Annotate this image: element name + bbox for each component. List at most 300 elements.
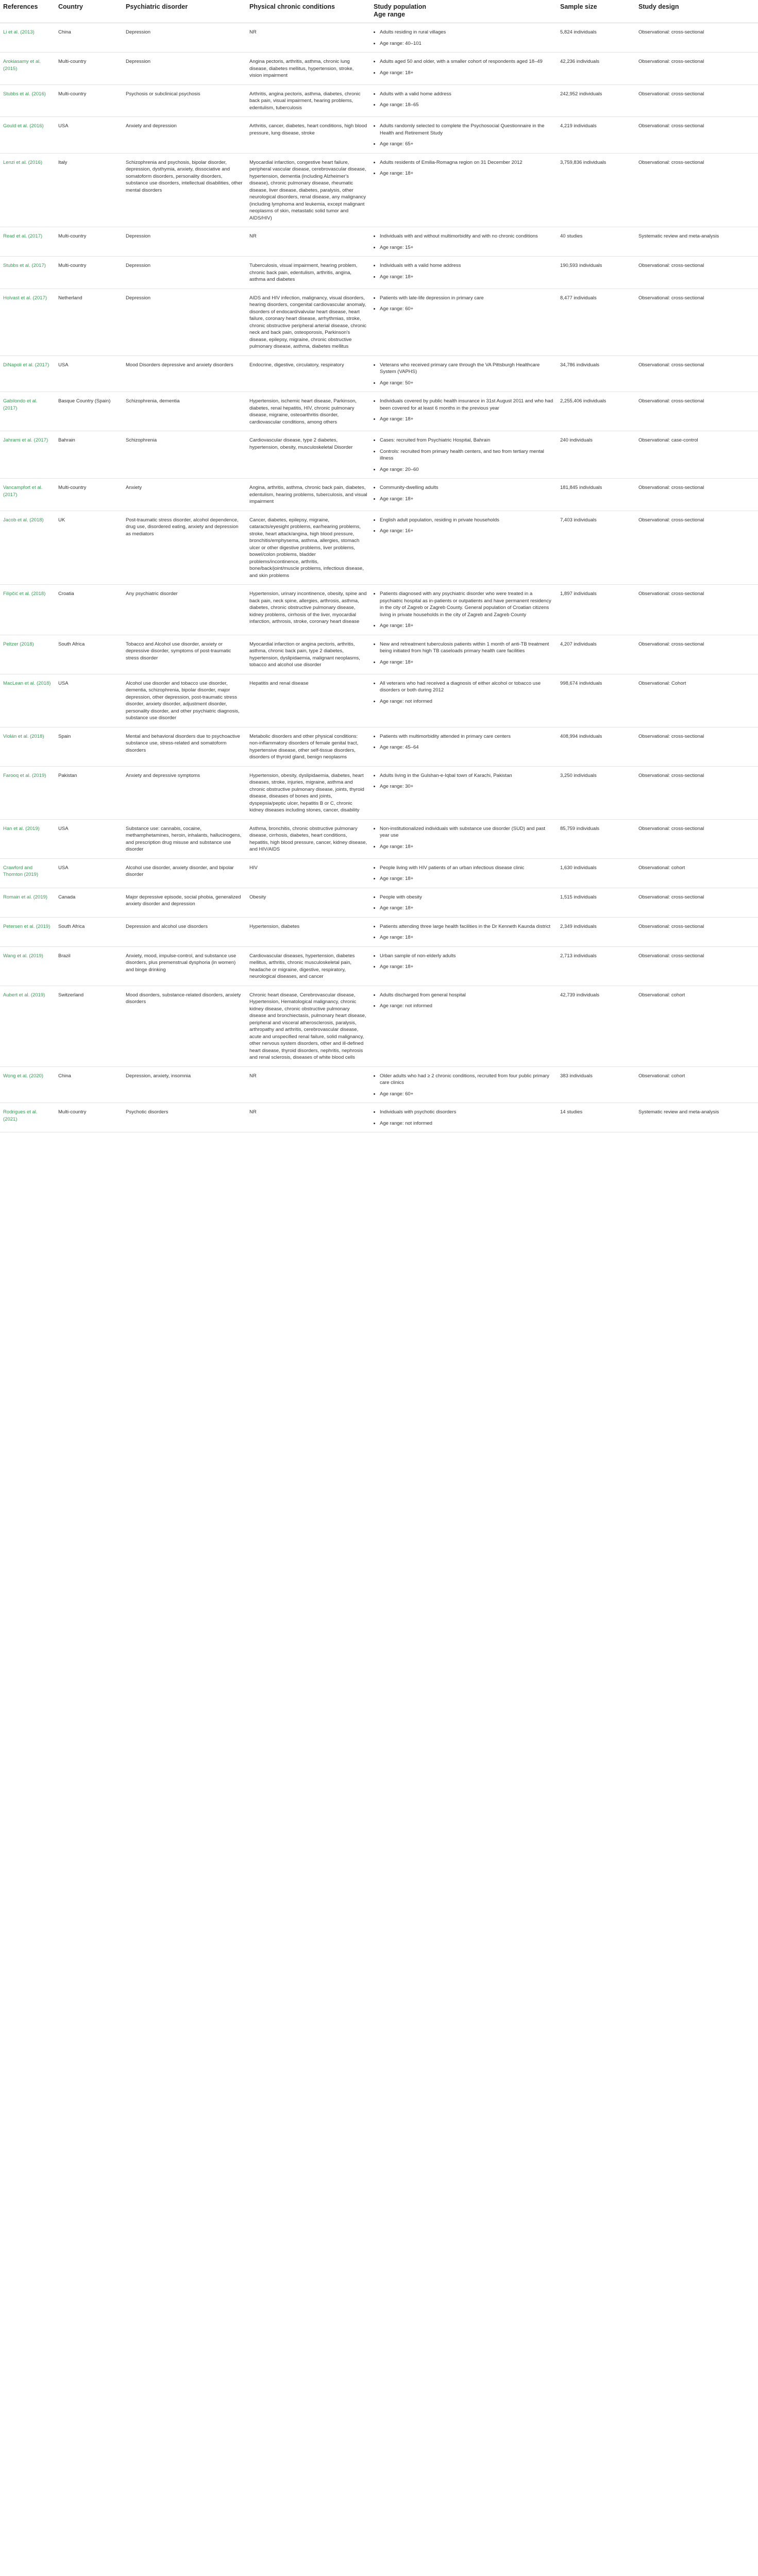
physical-conditions-cell: Angina pectoris, arthritis, asthma, chronic lung disease, diabetes mellitus, hypertension, stroke, vision impairment: [246, 53, 370, 85]
study-population-item: • Urban sample of non-elderly adults: [380, 953, 554, 960]
sample-size-cell: 240 individuals: [557, 431, 635, 479]
study-population-item: • Age range: 18+: [380, 622, 554, 630]
sample-size-cell: 181,845 individuals: [557, 479, 635, 511]
study-design-cell: Observational: cross-sectional: [635, 53, 758, 85]
table-row: [0, 819, 758, 858]
study-population-list: [374, 1109, 554, 1127]
reference-link[interactable]: Stubbs et al. (2016): [0, 84, 55, 117]
sample-size-cell: 34,786 individuals: [557, 355, 635, 392]
study-population-list: [374, 1073, 554, 1098]
country-cell: China: [55, 23, 123, 53]
sample-size-cell: 2,349 individuals: [557, 917, 635, 946]
study-population-item: • Individuals with a valid home address: [380, 262, 554, 269]
psychiatric-disorder-cell: Depression: [123, 227, 246, 257]
study-population-cell: [370, 431, 557, 479]
reference-link[interactable]: Jacob et al. (2018): [0, 511, 55, 585]
table-row: [0, 53, 758, 85]
study-design-cell: Observational: cross-sectional: [635, 585, 758, 635]
psychiatric-disorder-cell: Any psychiatric disorder: [123, 585, 246, 635]
study-population-item: • Age range: 18+: [380, 70, 554, 77]
reference-link[interactable]: Rodrigues et al. (2021): [0, 1103, 55, 1132]
table-row: [0, 289, 758, 355]
physical-conditions-cell: Hepatitis and renal disease: [246, 674, 370, 727]
study-design-cell: Observational: cross-sectional: [635, 117, 758, 154]
country-cell: Canada: [55, 888, 123, 917]
sample-size-cell: 2,713 individuals: [557, 946, 635, 986]
study-population-item: • Age range: 40–101: [380, 40, 554, 47]
physical-conditions-cell: Arthritis, angina pectoris, asthma, diabetes, chronic back pain, visual impairment, hearing problems, edentulism, tuberculosis: [246, 84, 370, 117]
reference-link[interactable]: Read et al. (2017): [0, 227, 55, 257]
physical-conditions-cell: Hypertension, urinary incontinence, obesity, spine and back pain, neck spine, allergies, arthrosis, asthma, diabetes, chronic obstructive pulmonary disease, kidney problems, cirrhosis of the liver, myocardial infarction, arthrosis, stroke, coronary heart disease: [246, 585, 370, 635]
study-design-cell: Observational: cohort: [635, 986, 758, 1066]
physical-conditions-cell: Angina, arthritis, asthma, chronic back pain, diabetes, edentulism, hearing problems, tuberculosis, and visual impairment: [246, 479, 370, 511]
reference-link[interactable]: Han et al. (2019): [0, 819, 55, 858]
reference-link[interactable]: Arokiasamy et al. (2015): [0, 53, 55, 85]
table-row: [0, 392, 758, 431]
reference-link[interactable]: Romain et al. (2019): [0, 888, 55, 917]
study-population-list: [374, 484, 554, 502]
study-population-item: • Age range: 60+: [380, 1091, 554, 1098]
study-population-item: • Adults randomly selected to complete the Psychosocial Questionnaire in the Health and Retirement Study: [380, 123, 554, 137]
country-cell: Multi-country: [55, 1103, 123, 1132]
studies-table: [0, 0, 758, 1132]
physical-conditions-cell: HIV: [246, 858, 370, 888]
study-design-cell: Observational: cross-sectional: [635, 479, 758, 511]
study-population-cell: [370, 888, 557, 917]
header-psychiatric-disorder: Psychiatric disorder: [123, 0, 246, 23]
reference-link[interactable]: DiNapoli et al. (2017): [0, 355, 55, 392]
reference-link[interactable]: MacLean et al. (2018): [0, 674, 55, 727]
study-population-cell: [370, 511, 557, 585]
table-row: [0, 727, 758, 766]
study-population-item: • Age range: 18+: [380, 496, 554, 503]
study-design-cell: Systematic review and meta-analysis: [635, 1103, 758, 1132]
psychiatric-disorder-cell: Anxiety and depressive symptoms: [123, 766, 246, 819]
table-row: [0, 1066, 758, 1103]
reference-link[interactable]: Wong et al. (2020): [0, 1066, 55, 1103]
study-population-item: • Age range: 18+: [380, 963, 554, 971]
sample-size-cell: 2,255,406 individuals: [557, 392, 635, 431]
reference-link[interactable]: Aubert et al. (2019): [0, 986, 55, 1066]
study-population-list: [374, 58, 554, 76]
sample-size-cell: 190,593 individuals: [557, 257, 635, 289]
study-population-item: • Adults discharged from general hospital: [380, 992, 554, 999]
physical-conditions-cell: Myocardial infarction, congestive heart failure, peripheral vascular disease, cerebrovascular disease, hypertension, dementia (including Alzheimer's disease), chronic pulmonary disease, rheumatic disease, liver disease, diabetes, paralysis, other neurological disorders, renal disease, any malignancy (including lymphoma and leukemia, except malignant neoplasms of skin, metastatic solid tumor and AIDS/HIV): [246, 153, 370, 227]
study-population-cell: [370, 986, 557, 1066]
table-row: [0, 117, 758, 154]
study-population-item: • Controls: recruited from primary health centers, and two from tertiary mental illness: [380, 448, 554, 462]
psychiatric-disorder-cell: Depression: [123, 53, 246, 85]
study-design-cell: Observational: Cohort: [635, 674, 758, 727]
study-population-item: • Age range: 18+: [380, 274, 554, 281]
reference-link[interactable]: Farooq et al. (2019): [0, 766, 55, 819]
study-population-item: • All veterans who had received a diagnosis of either alcohol or tobacco use disorders or both during 2012: [380, 680, 554, 694]
study-population-item: • Patients diagnosed with any psychiatric disorder who were treated in a psychiatric hospital as in-patients or outpatients and have permanent residency in the city of Zagreb or Zagreb County. General population of Croatian citizens living in private households in the city of Zagreb and Zagreb County: [380, 590, 554, 618]
country-cell: USA: [55, 858, 123, 888]
table-row: [0, 84, 758, 117]
reference-link[interactable]: Lenzi et al. (2016): [0, 153, 55, 227]
reference-link[interactable]: Wang et al. (2019): [0, 946, 55, 986]
physical-conditions-cell: Hypertension, obesity, dyslipidaemia, diabetes, heart diseases, stroke, injuries, migraine, asthma and chronic obstructive pulmonary disease, joints, thyroid disease, diseases of bones and joints, dyspepsia/peptic ulcer, hepatitis B or C, chronic kidney diseases including stones, cancer, disability: [246, 766, 370, 819]
reference-link[interactable]: Stubbs et al. (2017): [0, 257, 55, 289]
country-cell: UK: [55, 511, 123, 585]
study-population-list: [374, 590, 554, 630]
physical-conditions-cell: Cardiovascular diseases, hypertension, diabetes mellitus, arthritis, chronic musculoskeletal pain, headache or migraine, digestive, respiratory, neurological diseases, and cancer: [246, 946, 370, 986]
study-population-list: [374, 894, 554, 912]
table-row: [0, 946, 758, 986]
study-population-list: [374, 825, 554, 851]
study-population-item: • Age range: 60+: [380, 306, 554, 313]
country-cell: South Africa: [55, 635, 123, 674]
study-population-item: • Age range: 15+: [380, 244, 554, 251]
study-population-list: [374, 233, 554, 251]
study-population-list: [374, 992, 554, 1010]
physical-conditions-cell: Chronic heart disease, Cerebrovascular disease, Hypertension, Hematological malignancy, chronic kidney disease, chronic obstructive pulmonary disease and bronchiectasis, pulmonary heart disease, peripheral and visceral atherosclerosis, paralysis, arthropathy and arthritis, cerebrovascular disease, acute and unspecified renal failure, solid malignancy, other nervous system disorders, other and ill-defined heart disease, thyroid disorders, nephritis, nephrosis and renal sclerosis, diseases of white blood cells: [246, 986, 370, 1066]
study-population-cell: [370, 53, 557, 85]
physical-conditions-cell: Obesity: [246, 888, 370, 917]
physical-conditions-cell: Cancer, diabetes, epilepsy, migraine, cataracts/eyesight problems, ear/hearing problems, stroke, heart attack/angina, high blood pressure, bronchitis/emphysema, asthma, allergies, stomach ulcer or other digestive problems, liver problems, bowel/colon problems, bladder problems/incontinence, arthritis, bone/back/joint/muscle problems, infectious disease, and skin problems: [246, 511, 370, 585]
study-population-cell: [370, 355, 557, 392]
study-design-cell: Observational: cross-sectional: [635, 819, 758, 858]
table-row: [0, 479, 758, 511]
reference-link[interactable]: Crawford and Thornton (2019): [0, 858, 55, 888]
header-references: References: [0, 0, 55, 23]
country-cell: Multi-country: [55, 257, 123, 289]
study-population-list: [374, 437, 554, 473]
study-population-list: [374, 159, 554, 177]
study-population-item: • Age range: 18–65: [380, 101, 554, 109]
physical-conditions-cell: Asthma, bronchitis, chronic obstructive pulmonary disease, cirrhosis, diabetes, heart conditions, hepatitis, high blood pressure, cancer, kidney disease, and HIV/AIDS: [246, 819, 370, 858]
physical-conditions-cell: Tuberculosis, visual impairment, hearing problem, chronic back pain, edentulism, arthritis, angina, asthma and diabetes: [246, 257, 370, 289]
study-population-list: [374, 517, 554, 535]
country-cell: Multi-country: [55, 227, 123, 257]
study-population-item: • Age range: 16+: [380, 528, 554, 535]
country-cell: Switzerland: [55, 986, 123, 1066]
country-cell: Multi-country: [55, 84, 123, 117]
study-population-list: [374, 29, 554, 47]
reference-link[interactable]: Li et al. (2013): [0, 23, 55, 53]
table-row: [0, 431, 758, 479]
study-population-item: • English adult population, residing in private households: [380, 517, 554, 524]
study-population-item: • Age range: 18+: [380, 659, 554, 666]
table-row: [0, 917, 758, 946]
study-design-cell: Observational: cross-sectional: [635, 355, 758, 392]
study-population-cell: [370, 585, 557, 635]
sample-size-cell: 3,759,836 individuals: [557, 153, 635, 227]
psychiatric-disorder-cell: Depression: [123, 23, 246, 53]
physical-conditions-cell: Metabolic disorders and other physical conditions: non-inflammatory disorders of female genital tract, hypertensive disease, other self-tissue disorders, disorders of thyroid gland, benign neoplasms: [246, 727, 370, 766]
sample-size-cell: 40 studies: [557, 227, 635, 257]
table-header-row: [0, 0, 758, 23]
sample-size-cell: 998,674 individuals: [557, 674, 635, 727]
study-population-cell: [370, 1066, 557, 1103]
study-population-item: • Patients with multimorbidity attended in primary care centers: [380, 733, 554, 740]
reference-link[interactable]: Holvast et al. (2017): [0, 289, 55, 355]
study-population-cell: [370, 479, 557, 511]
header-age-range-label: Age range: [374, 11, 406, 18]
physical-conditions-cell: NR: [246, 1103, 370, 1132]
table-row: [0, 674, 758, 727]
psychiatric-disorder-cell: Mental and behavioral disorders due to psychoactive substance use, stress-related and somatoform disorders: [123, 727, 246, 766]
study-design-cell: Observational: cross-sectional: [635, 84, 758, 117]
study-population-item: • Age range: 50+: [380, 380, 554, 387]
country-cell: Croatia: [55, 585, 123, 635]
study-population-item: • Age range: 18+: [380, 170, 554, 177]
table-row: [0, 257, 758, 289]
study-population-cell: [370, 917, 557, 946]
study-design-cell: Observational: cross-sectional: [635, 511, 758, 585]
sample-size-cell: 85,759 individuals: [557, 819, 635, 858]
country-cell: Bahrain: [55, 431, 123, 479]
study-population-item: • Adults with a valid home address: [380, 91, 554, 98]
psychiatric-disorder-cell: Alcohol use disorder, anxiety disorder, and bipolar disorder: [123, 858, 246, 888]
study-population-list: [374, 398, 554, 423]
physical-conditions-cell: Arthritis, cancer, diabetes, heart conditions, high blood pressure, lung disease, stroke: [246, 117, 370, 154]
psychiatric-disorder-cell: Psychotic disorders: [123, 1103, 246, 1132]
sample-size-cell: 383 individuals: [557, 1066, 635, 1103]
psychiatric-disorder-cell: Schizophrenia: [123, 431, 246, 479]
psychiatric-disorder-cell: Alcohol use disorder and tobacco use disorder, dementia, schizophrenia, bipolar disorder, major depression, other depression, post-traumatic stress disorder, anxiety disorder, adjustment disorder, personality disorder, and other psychiatric diagnosis, substance use disorder: [123, 674, 246, 727]
physical-conditions-cell: Myocardial infarction or angina pectoris, arthritis, asthma, chronic back pain, type 2 diabetes, hypertension, dyslipidaemia, malignant neoplasms, tobacco and alcohol use disorder: [246, 635, 370, 674]
study-population-cell: [370, 946, 557, 986]
country-cell: Italy: [55, 153, 123, 227]
country-cell: Brazil: [55, 946, 123, 986]
header-study-population: [370, 0, 557, 23]
study-population-list: [374, 641, 554, 666]
study-population-item: • Individuals with psychotic disorders: [380, 1109, 554, 1116]
table-row: [0, 511, 758, 585]
reference-link[interactable]: Jahrami et al. (2017): [0, 431, 55, 479]
physical-conditions-cell: NR: [246, 23, 370, 53]
sample-size-cell: 1,515 individuals: [557, 888, 635, 917]
study-population-cell: [370, 819, 557, 858]
study-population-item: • Age range: 30+: [380, 783, 554, 790]
header-study-design: Study design: [635, 0, 758, 23]
study-population-cell: [370, 84, 557, 117]
study-design-cell: Observational: cross-sectional: [635, 888, 758, 917]
sample-size-cell: 4,207 individuals: [557, 635, 635, 674]
country-cell: Pakistan: [55, 766, 123, 819]
physical-conditions-cell: Hypertension, diabetes: [246, 917, 370, 946]
study-population-cell: [370, 392, 557, 431]
psychiatric-disorder-cell: Depression: [123, 289, 246, 355]
study-population-item: • Age range: not informed: [380, 698, 554, 705]
study-population-item: • Age range: 20–60: [380, 466, 554, 473]
study-population-cell: [370, 635, 557, 674]
study-population-item: • Older adults who had ≥ 2 chronic conditions, recruited from four public primary care clinics: [380, 1073, 554, 1087]
psychiatric-disorder-cell: Anxiety and depression: [123, 117, 246, 154]
study-population-list: [374, 295, 554, 313]
study-population-list: [374, 865, 554, 883]
study-design-cell: Observational: case-control: [635, 431, 758, 479]
reference-link[interactable]: Peltzer (2018): [0, 635, 55, 674]
sample-size-cell: 5,824 individuals: [557, 23, 635, 53]
study-population-item: • Age range: 65+: [380, 141, 554, 148]
study-population-item: • Age range: 18+: [380, 905, 554, 912]
table-row: [0, 635, 758, 674]
psychiatric-disorder-cell: Schizophrenia, dementia: [123, 392, 246, 431]
study-design-cell: Observational: cohort: [635, 858, 758, 888]
table-row: [0, 153, 758, 227]
country-cell: Basque Country (Spain): [55, 392, 123, 431]
country-cell: Spain: [55, 727, 123, 766]
study-population-item: • Veterans who received primary care through the VA Pittsburgh Healthcare System (VAPHS): [380, 362, 554, 376]
study-design-cell: Observational: cross-sectional: [635, 946, 758, 986]
study-population-item: • Non-institutionalized individuals with substance use disorder (SUD) and past year use: [380, 825, 554, 839]
study-population-item: • Individuals covered by public health insurance in 31st August 2011 and who had been covered for at least 6 months in the previous year: [380, 398, 554, 412]
study-population-item: • People with obesity: [380, 894, 554, 901]
study-population-item: • Adults residents of Emilia-Romagna region on 31 December 2012: [380, 159, 554, 166]
psychiatric-disorder-cell: Mood Disorders depressive and anxiety disorders: [123, 355, 246, 392]
study-design-cell: Observational: cross-sectional: [635, 635, 758, 674]
psychiatric-disorder-cell: Depression and alcohol use disorders: [123, 917, 246, 946]
psychiatric-disorder-cell: Post-traumatic stress disorder, alcohol dependence, drug use, disordered eating, anxiety and depression as mediators: [123, 511, 246, 585]
study-design-cell: Observational: cross-sectional: [635, 727, 758, 766]
study-population-item: • Age range: 18+: [380, 843, 554, 851]
study-design-cell: Observational: cross-sectional: [635, 257, 758, 289]
psychiatric-disorder-cell: Mood disorders, substance-related disorders, anxiety disorders: [123, 986, 246, 1066]
study-design-cell: Observational: cross-sectional: [635, 289, 758, 355]
header-study-population-label: Study population: [374, 3, 427, 10]
multimorbidity-studies-table-wrapper: [0, 0, 758, 1132]
study-population-item: • Adults aged 50 and older, with a smaller cohort of respondents aged 18–49: [380, 58, 554, 65]
study-population-item: • Age range: 18+: [380, 416, 554, 423]
sample-size-cell: 42,739 individuals: [557, 986, 635, 1066]
table-row: [0, 1103, 758, 1132]
table-row: [0, 766, 758, 819]
table-row: [0, 858, 758, 888]
header-country: Country: [55, 0, 123, 23]
study-design-cell: Observational: cross-sectional: [635, 766, 758, 819]
table-body: [0, 23, 758, 1132]
sample-size-cell: 42,236 individuals: [557, 53, 635, 85]
study-population-item: • Age range: 18+: [380, 875, 554, 883]
physical-conditions-cell: AIDS and HIV infection, malignancy, visual disorders, hearing disorders, congenital cardiovascular anomaly, disorders of endocard/valvular heart disease, heart failure, coronary heart disease, arrhythmias, stroke, chronic obstructive peripheral arterial disease, chronic neck and back pain, osteoporosis, Parkinson's disease, epilepsy, migraine, chronic obstructive pulmonary disease, asthma, diabetes mellitus: [246, 289, 370, 355]
country-cell: Multi-country: [55, 479, 123, 511]
study-population-item: • Age range: 18+: [380, 934, 554, 941]
study-population-cell: [370, 727, 557, 766]
psychiatric-disorder-cell: Substance use: cannabis, cocaine, methamphetamines, heroin, inhalants, hallucinogens, and prescription drug misuse and substance use disorder: [123, 819, 246, 858]
psychiatric-disorder-cell: Major depressive episode, social phobia, generalized anxiety disorder and depression: [123, 888, 246, 917]
sample-size-cell: 242,952 individuals: [557, 84, 635, 117]
study-population-item: • Community-dwelling adults: [380, 484, 554, 492]
study-population-cell: [370, 674, 557, 727]
sample-size-cell: 1,897 individuals: [557, 585, 635, 635]
study-population-cell: [370, 858, 557, 888]
psychiatric-disorder-cell: Psychosis or subclinical psychosis: [123, 84, 246, 117]
sample-size-cell: 7,403 individuals: [557, 511, 635, 585]
study-population-cell: [370, 1103, 557, 1132]
study-design-cell: Observational: cohort: [635, 1066, 758, 1103]
psychiatric-disorder-cell: Anxiety: [123, 479, 246, 511]
study-population-item: • Patients attending three large health facilities in the Dr Kenneth Kaunda district: [380, 923, 554, 930]
study-population-list: [374, 262, 554, 280]
study-population-cell: [370, 227, 557, 257]
study-population-list: [374, 362, 554, 387]
study-population-cell: [370, 23, 557, 53]
study-population-list: [374, 123, 554, 148]
study-design-cell: Observational: cross-sectional: [635, 392, 758, 431]
study-population-item: • Individuals with and without multimorbidity and with no chronic conditions: [380, 233, 554, 240]
study-population-item: • Age range: not informed: [380, 1120, 554, 1127]
study-population-cell: [370, 153, 557, 227]
study-population-list: [374, 772, 554, 790]
sample-size-cell: 3,250 individuals: [557, 766, 635, 819]
study-population-item: • Adults residing in rural villages: [380, 29, 554, 36]
study-design-cell: Observational: cross-sectional: [635, 917, 758, 946]
study-population-item: • People living with HIV patients of an urban infectious disease clinic: [380, 865, 554, 872]
country-cell: USA: [55, 819, 123, 858]
study-population-list: [374, 953, 554, 971]
reference-link[interactable]: Violán et al. (2018): [0, 727, 55, 766]
sample-size-cell: 8,477 individuals: [557, 289, 635, 355]
study-population-cell: [370, 766, 557, 819]
psychiatric-disorder-cell: Anxiety, mood, impulse-control, and substance use disorders, plus premenstrual dysphoria (in women) and binge drinking: [123, 946, 246, 986]
study-population-list: [374, 680, 554, 705]
table-row: [0, 23, 758, 53]
psychiatric-disorder-cell: Depression, anxiety, insomnia: [123, 1066, 246, 1103]
physical-conditions-cell: Cardiovascular disease, type 2 diabetes, hypertension, obesity, musculoskeletal Disorder: [246, 431, 370, 479]
reference-link[interactable]: Petersen et al. (2019): [0, 917, 55, 946]
study-population-item: • Age range: 45–64: [380, 744, 554, 751]
sample-size-cell: 14 studies: [557, 1103, 635, 1132]
study-population-item: • New and retreatment tuberculosis patients within 1 month of anti-TB treatment being initiated from high TB caseloads primary health care facilities: [380, 641, 554, 655]
study-population-cell: [370, 117, 557, 154]
sample-size-cell: 4,219 individuals: [557, 117, 635, 154]
psychiatric-disorder-cell: Schizophrenia and psychosis, bipolar disorder, depression, dysthymia, anxiety, dissociative and somatoform disorders, personality disorders, substance use disorders, intellectual disabilities, other mental disorders: [123, 153, 246, 227]
table-row: [0, 585, 758, 635]
country-cell: Netherland: [55, 289, 123, 355]
psychiatric-disorder-cell: Tobacco and Alcohol use disorder, anxiety or depressive disorder, symptoms of post-traumatic stress disorder: [123, 635, 246, 674]
study-population-item: • Cases: recruited from Psychiatric Hospital, Bahrain: [380, 437, 554, 444]
table-row: [0, 986, 758, 1066]
study-population-cell: [370, 257, 557, 289]
country-cell: Multi-country: [55, 53, 123, 85]
reference-link[interactable]: Filipčić et al. (2018): [0, 585, 55, 635]
table-row: [0, 227, 758, 257]
physical-conditions-cell: Hypertension, ischemic heart disease, Parkinson, diabetes, renal hepatitis, HIV, chronic pulmonary disease, migraine, osteoarthritis disorder, cardiovascular conditions, among others: [246, 392, 370, 431]
sample-size-cell: 408,994 individuals: [557, 727, 635, 766]
country-cell: China: [55, 1066, 123, 1103]
study-population-list: [374, 91, 554, 109]
reference-link[interactable]: Gabilondo et al. (2017): [0, 392, 55, 431]
study-population-cell: [370, 289, 557, 355]
physical-conditions-cell: NR: [246, 1066, 370, 1103]
physical-conditions-cell: NR: [246, 227, 370, 257]
reference-link[interactable]: Gould et al. (2016): [0, 117, 55, 154]
sample-size-cell: 1,630 individuals: [557, 858, 635, 888]
country-cell: USA: [55, 355, 123, 392]
study-design-cell: Systematic review and meta-analysis: [635, 227, 758, 257]
study-population-item: • Age range: not informed: [380, 1003, 554, 1010]
header-physical-conditions: Physical chronic conditions: [246, 0, 370, 23]
study-population-item: • Patients with late-life depression in primary care: [380, 295, 554, 302]
study-design-cell: Observational: cross-sectional: [635, 153, 758, 227]
country-cell: USA: [55, 674, 123, 727]
reference-link[interactable]: Vancampfort et al. (2017): [0, 479, 55, 511]
physical-conditions-cell: Endocrine, digestive, circulatory, respiratory: [246, 355, 370, 392]
study-population-list: [374, 923, 554, 941]
table-row: [0, 888, 758, 917]
country-cell: South Africa: [55, 917, 123, 946]
country-cell: USA: [55, 117, 123, 154]
psychiatric-disorder-cell: Depression: [123, 257, 246, 289]
table-row: [0, 355, 758, 392]
study-population-item: • Adults living in the Gulshan-e-Iqbal town of Karachi, Pakistan: [380, 772, 554, 779]
study-population-list: [374, 733, 554, 751]
study-design-cell: Observational: cross-sectional: [635, 23, 758, 53]
header-sample-size: Sample size: [557, 0, 635, 23]
